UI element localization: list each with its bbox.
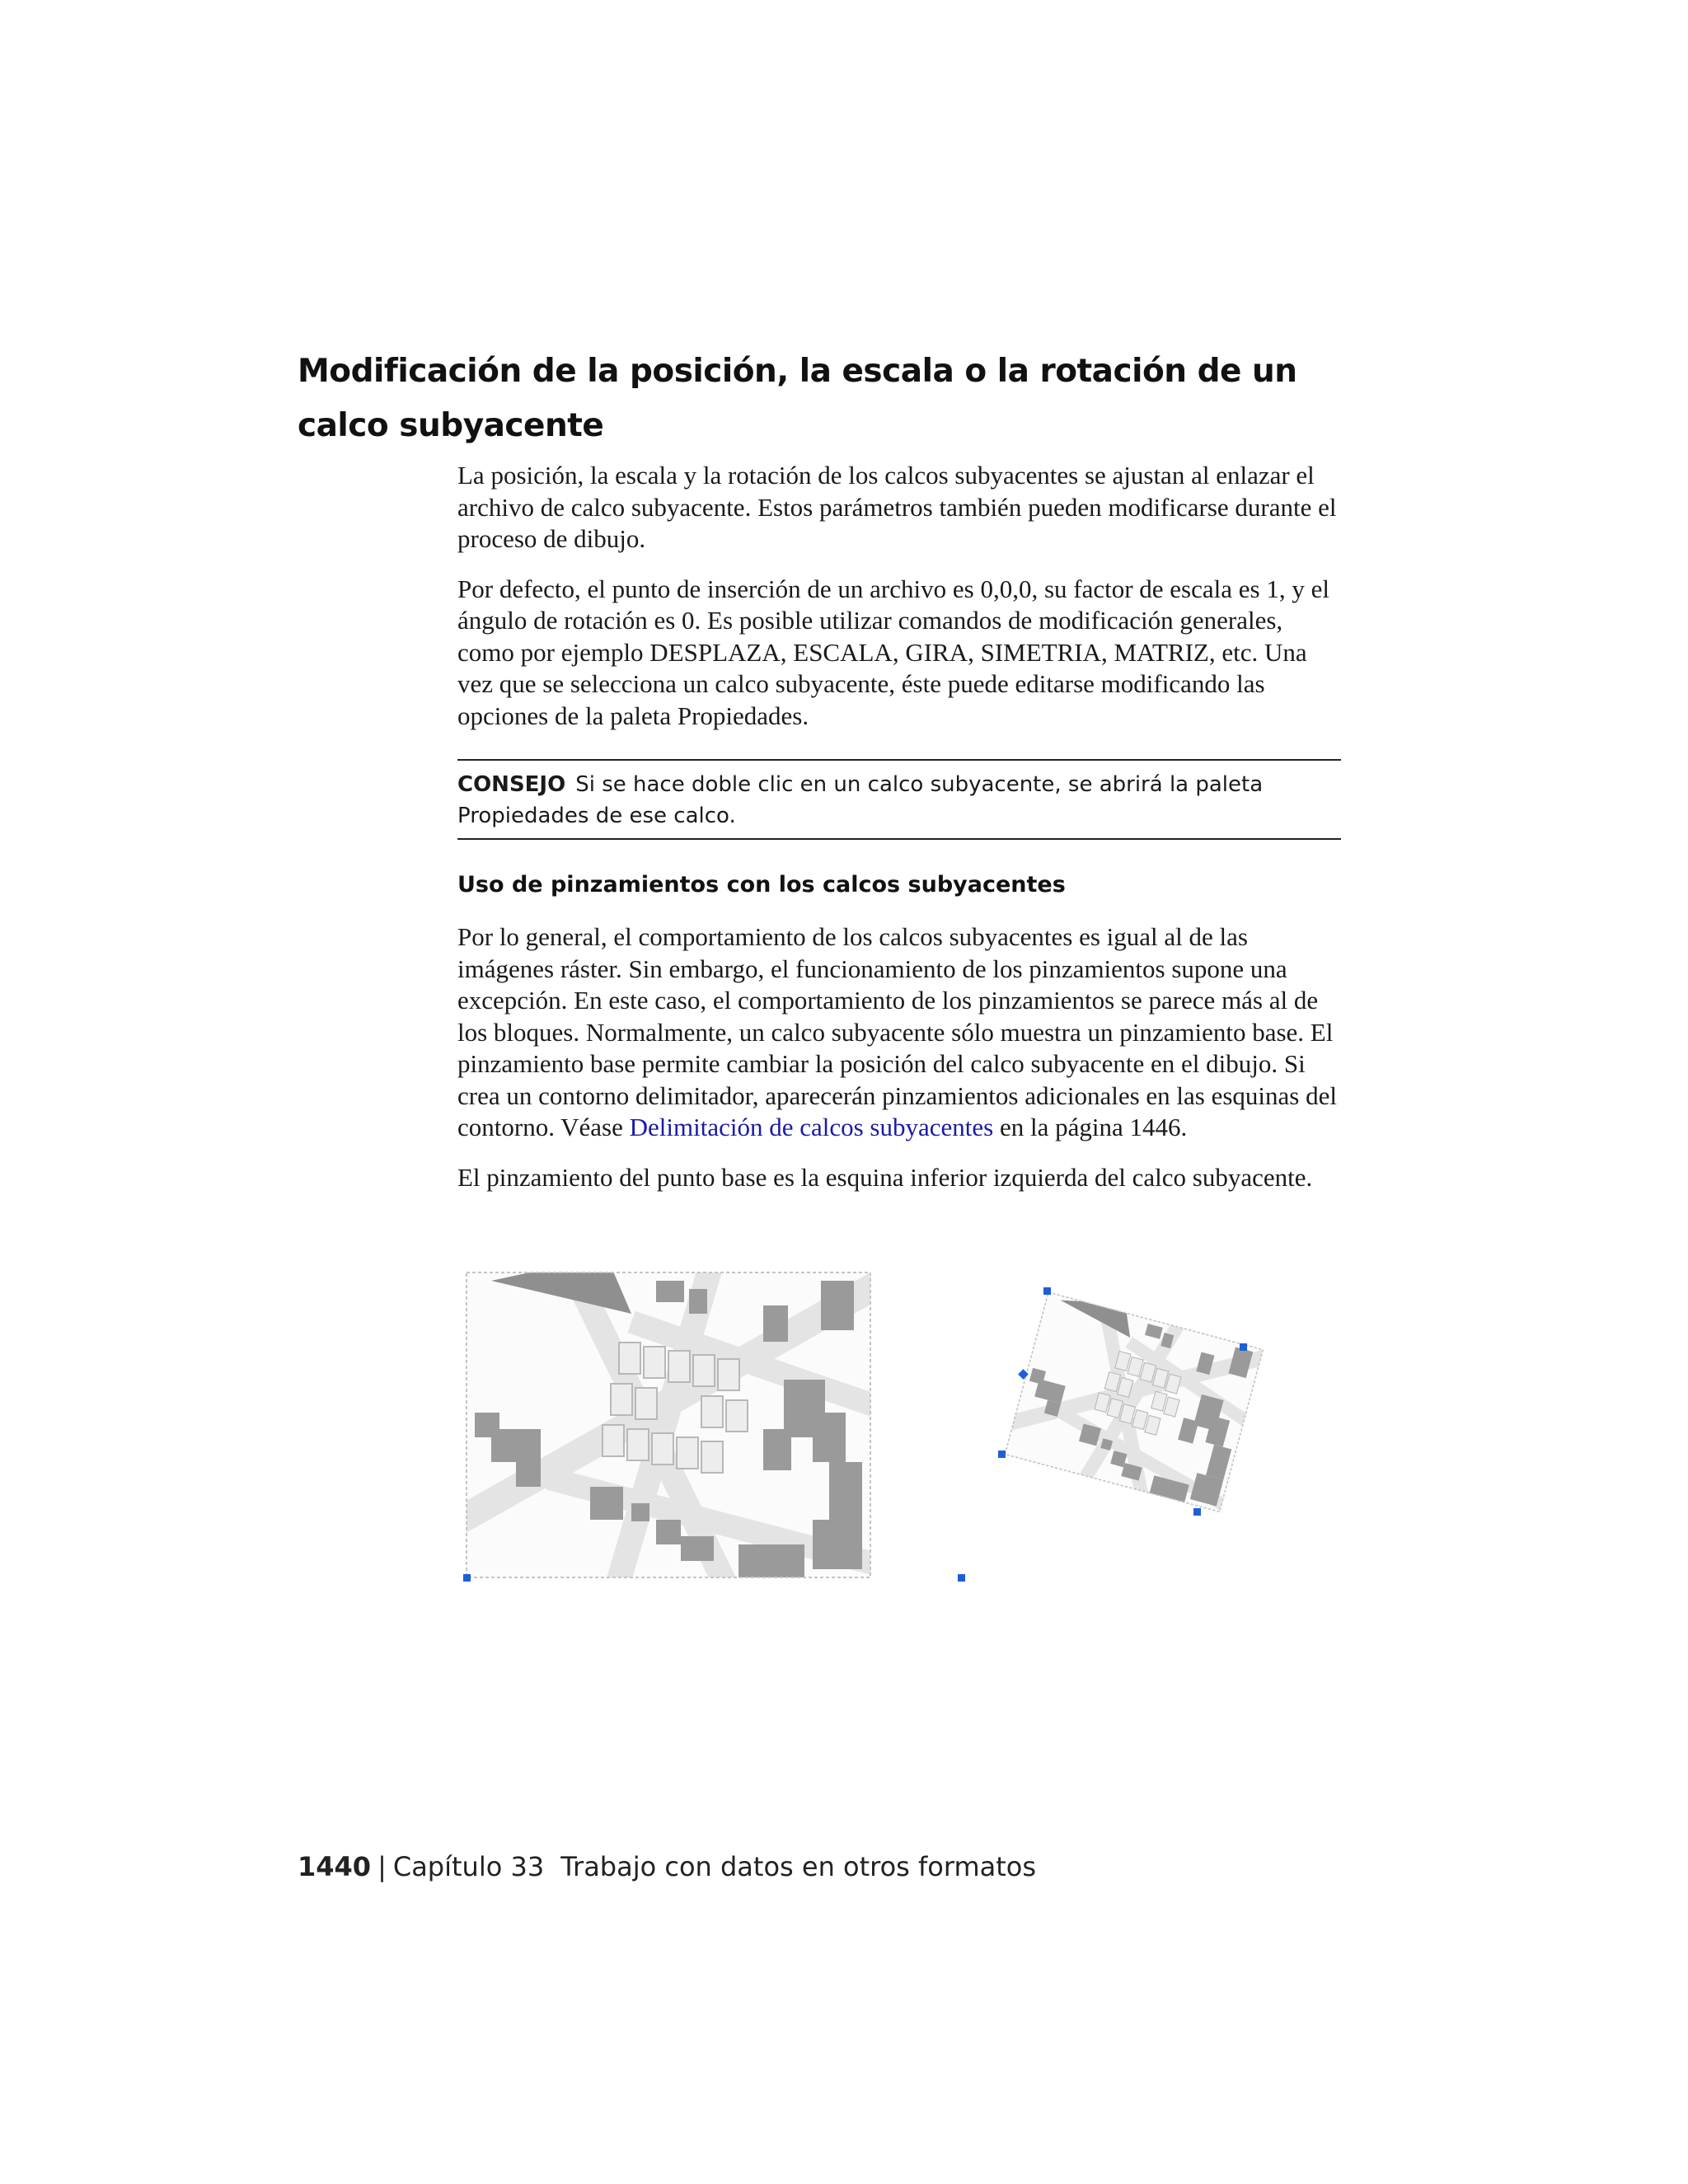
intro-paragraph-1: La posición, la escala y la rotación de los calcos subyacentes se ajustan al enlazar el archivo de calco subyacente. Estos parámetros también pueden modificarse durante el proceso de dibujo. [457, 461, 1337, 553]
clipping-xrefs-link[interactable]: Delimitación de calcos subyacentes [629, 1113, 994, 1141]
section-heading: Uso de pinzamientos con los calcos subyacentes [457, 872, 1066, 898]
chapter-title: Trabajo con datos en otros formatos [560, 1851, 1037, 1882]
tip-box [457, 759, 1341, 840]
grips-paragraph-end: en la página 1446. [999, 1113, 1188, 1141]
corner-grip-bottom-right[interactable] [1193, 1508, 1201, 1516]
footer-separator: | [377, 1851, 387, 1882]
page-footer [298, 1844, 1036, 1889]
left-underlay-image [462, 1261, 928, 1582]
base-point-paragraph: El pinzamiento del punto base es la esquina inferior izquierda del calco subyacente. [457, 1162, 1313, 1192]
corner-grip-bottom-left[interactable] [998, 1451, 1006, 1458]
free-grip[interactable] [958, 1574, 965, 1582]
page-title: Modificación de la posición, la escala o la rotación de un calco subyacente [298, 353, 1297, 444]
tip-text: Si se hace doble clic en un calco subyacente, se abrirá la paleta Propiedades de ese calco. [457, 772, 1264, 828]
page-number: 1440 [298, 1851, 372, 1882]
grips-paragraph-text: Por lo general, el comportamiento de los calcos subyacentes es igual al de las imágenes ráster. Sin embargo, el funcionamiento de los pinzamientos supone una excepción. En este caso, el comportamiento de los pinzamientos se parece más al de los bloques. Normalmente, un calco subyacente sólo muestra un pinzamiento base. El pinzamiento base permite cambiar la posición del calco subyacente en el dibujo. Si crea un contorno delimitador, aparecerán pinzamientos adicionales en las esquinas del contorno. Véase [457, 922, 1337, 1141]
base-grip-left[interactable] [463, 1574, 471, 1582]
corner-grip-top-left[interactable] [1043, 1287, 1051, 1295]
underlay-grips-figure [462, 1261, 1335, 1582]
content-column [457, 460, 1341, 1212]
intro-paragraph-2: Por defecto, el punto de inserción de un archivo es 0,0,0, su factor de escala es 1, y el ángulo de rotación es 0. Es posible utilizar comandos de modificación generales, como por ejemplo DESPLAZA, ESCALA, GIRA, SIMETRIA, MATRIZ, etc. Una vez que se selecciona un calco subyacente, éste puede editarse modificando las opciones de la paleta Propiedades. [457, 574, 1329, 730]
grips-paragraph [457, 921, 1341, 1144]
right-underlay-image [977, 1277, 1296, 1529]
corner-grip-top-right[interactable] [1240, 1343, 1247, 1351]
chapter-label: Capítulo 33 [392, 1851, 545, 1882]
tip-label: CONSEJO [457, 772, 566, 797]
